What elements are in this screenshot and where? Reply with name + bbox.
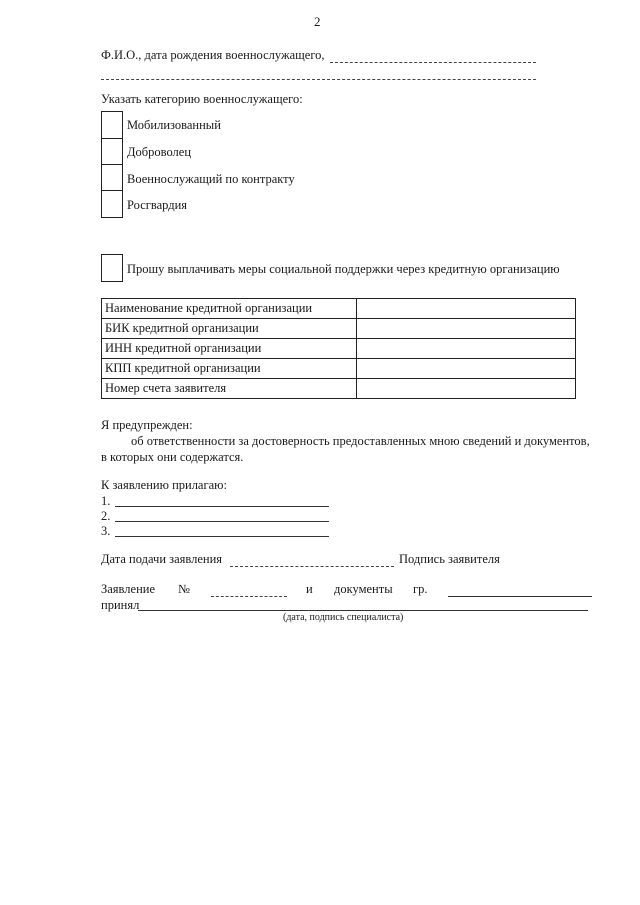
acceptance-accepted: принял	[101, 598, 140, 612]
acceptance-number-line[interactable]	[211, 596, 287, 597]
submission-date-label: Дата подачи заявления	[101, 552, 223, 566]
bank-name-value[interactable]	[357, 299, 576, 319]
account-number-label: Номер счета заявителя	[102, 379, 357, 399]
table-row	[102, 339, 576, 359]
acceptance-citizen-line[interactable]	[448, 596, 592, 597]
page-number: 2	[314, 14, 321, 29]
option-contract-label: Военнослужащий по контракту	[127, 172, 295, 186]
attachment-line-3[interactable]	[115, 536, 329, 537]
option-mobilized-label: Мобилизованный	[127, 118, 221, 132]
warning-title: Я предупрежден:	[101, 418, 193, 432]
acceptance-word-citizen: гр.	[413, 582, 428, 596]
fio-input-line[interactable]	[330, 62, 536, 63]
bank-name-label: Наименование кредитной организации	[102, 299, 357, 319]
applicant-signature-label: Подпись заявителя	[399, 552, 500, 566]
acceptance-caption: (дата, подпись специалиста)	[283, 612, 404, 623]
attachment-line-1[interactable]	[115, 506, 329, 507]
account-number-value[interactable]	[357, 379, 576, 399]
table-row	[102, 379, 576, 399]
acceptance-number-sign: №	[178, 582, 190, 596]
attachment-line-2[interactable]	[115, 521, 329, 522]
submission-date-line[interactable]	[230, 566, 394, 567]
acceptance-word-statement: Заявление	[101, 582, 156, 596]
fio-label: Ф.И.О., дата рождения военнослужащего,	[101, 48, 325, 62]
acceptance-word-documents: документы	[334, 582, 393, 596]
bank-details-table	[101, 298, 576, 399]
bik-value[interactable]	[357, 319, 576, 339]
inn-label: ИНН кредитной организации	[102, 339, 357, 359]
payment-request-label: Прошу выплачивать меры социальной поддержки через кредитную организацию	[127, 262, 560, 276]
kpp-label: КПП кредитной организации	[102, 359, 357, 379]
kpp-value[interactable]	[357, 359, 576, 379]
warning-line-1: об ответственности за достоверность предоставленных мною сведений и документов,	[131, 434, 590, 448]
table-row	[102, 299, 576, 319]
acceptance-word-and: и	[306, 582, 313, 596]
attachment-number-1: 1.	[101, 494, 111, 508]
bik-label: БИК кредитной организации	[102, 319, 357, 339]
category-title: Указать категорию военнослужащего:	[101, 92, 303, 106]
attachments-title: К заявлению прилагаю:	[101, 478, 227, 492]
warning-line-2: в которых они содержатся.	[101, 450, 244, 464]
table-row	[102, 359, 576, 379]
checkbox-volunteer[interactable]	[101, 138, 123, 165]
attachment-number-3: 3.	[101, 524, 111, 538]
checkbox-payment-request[interactable]	[101, 254, 123, 282]
checkbox-rosgvardia[interactable]	[101, 190, 123, 218]
option-rosgvardia-label: Росгвардия	[127, 198, 188, 212]
fio-continuation-line[interactable]	[101, 79, 536, 80]
checkbox-mobilized[interactable]	[101, 111, 123, 139]
attachment-number-2: 2.	[101, 509, 111, 523]
inn-value[interactable]	[357, 339, 576, 359]
table-row	[102, 319, 576, 339]
acceptance-specialist-line[interactable]	[138, 610, 588, 611]
checkbox-contract[interactable]	[101, 164, 123, 191]
option-volunteer-label: Доброволец	[127, 145, 192, 159]
